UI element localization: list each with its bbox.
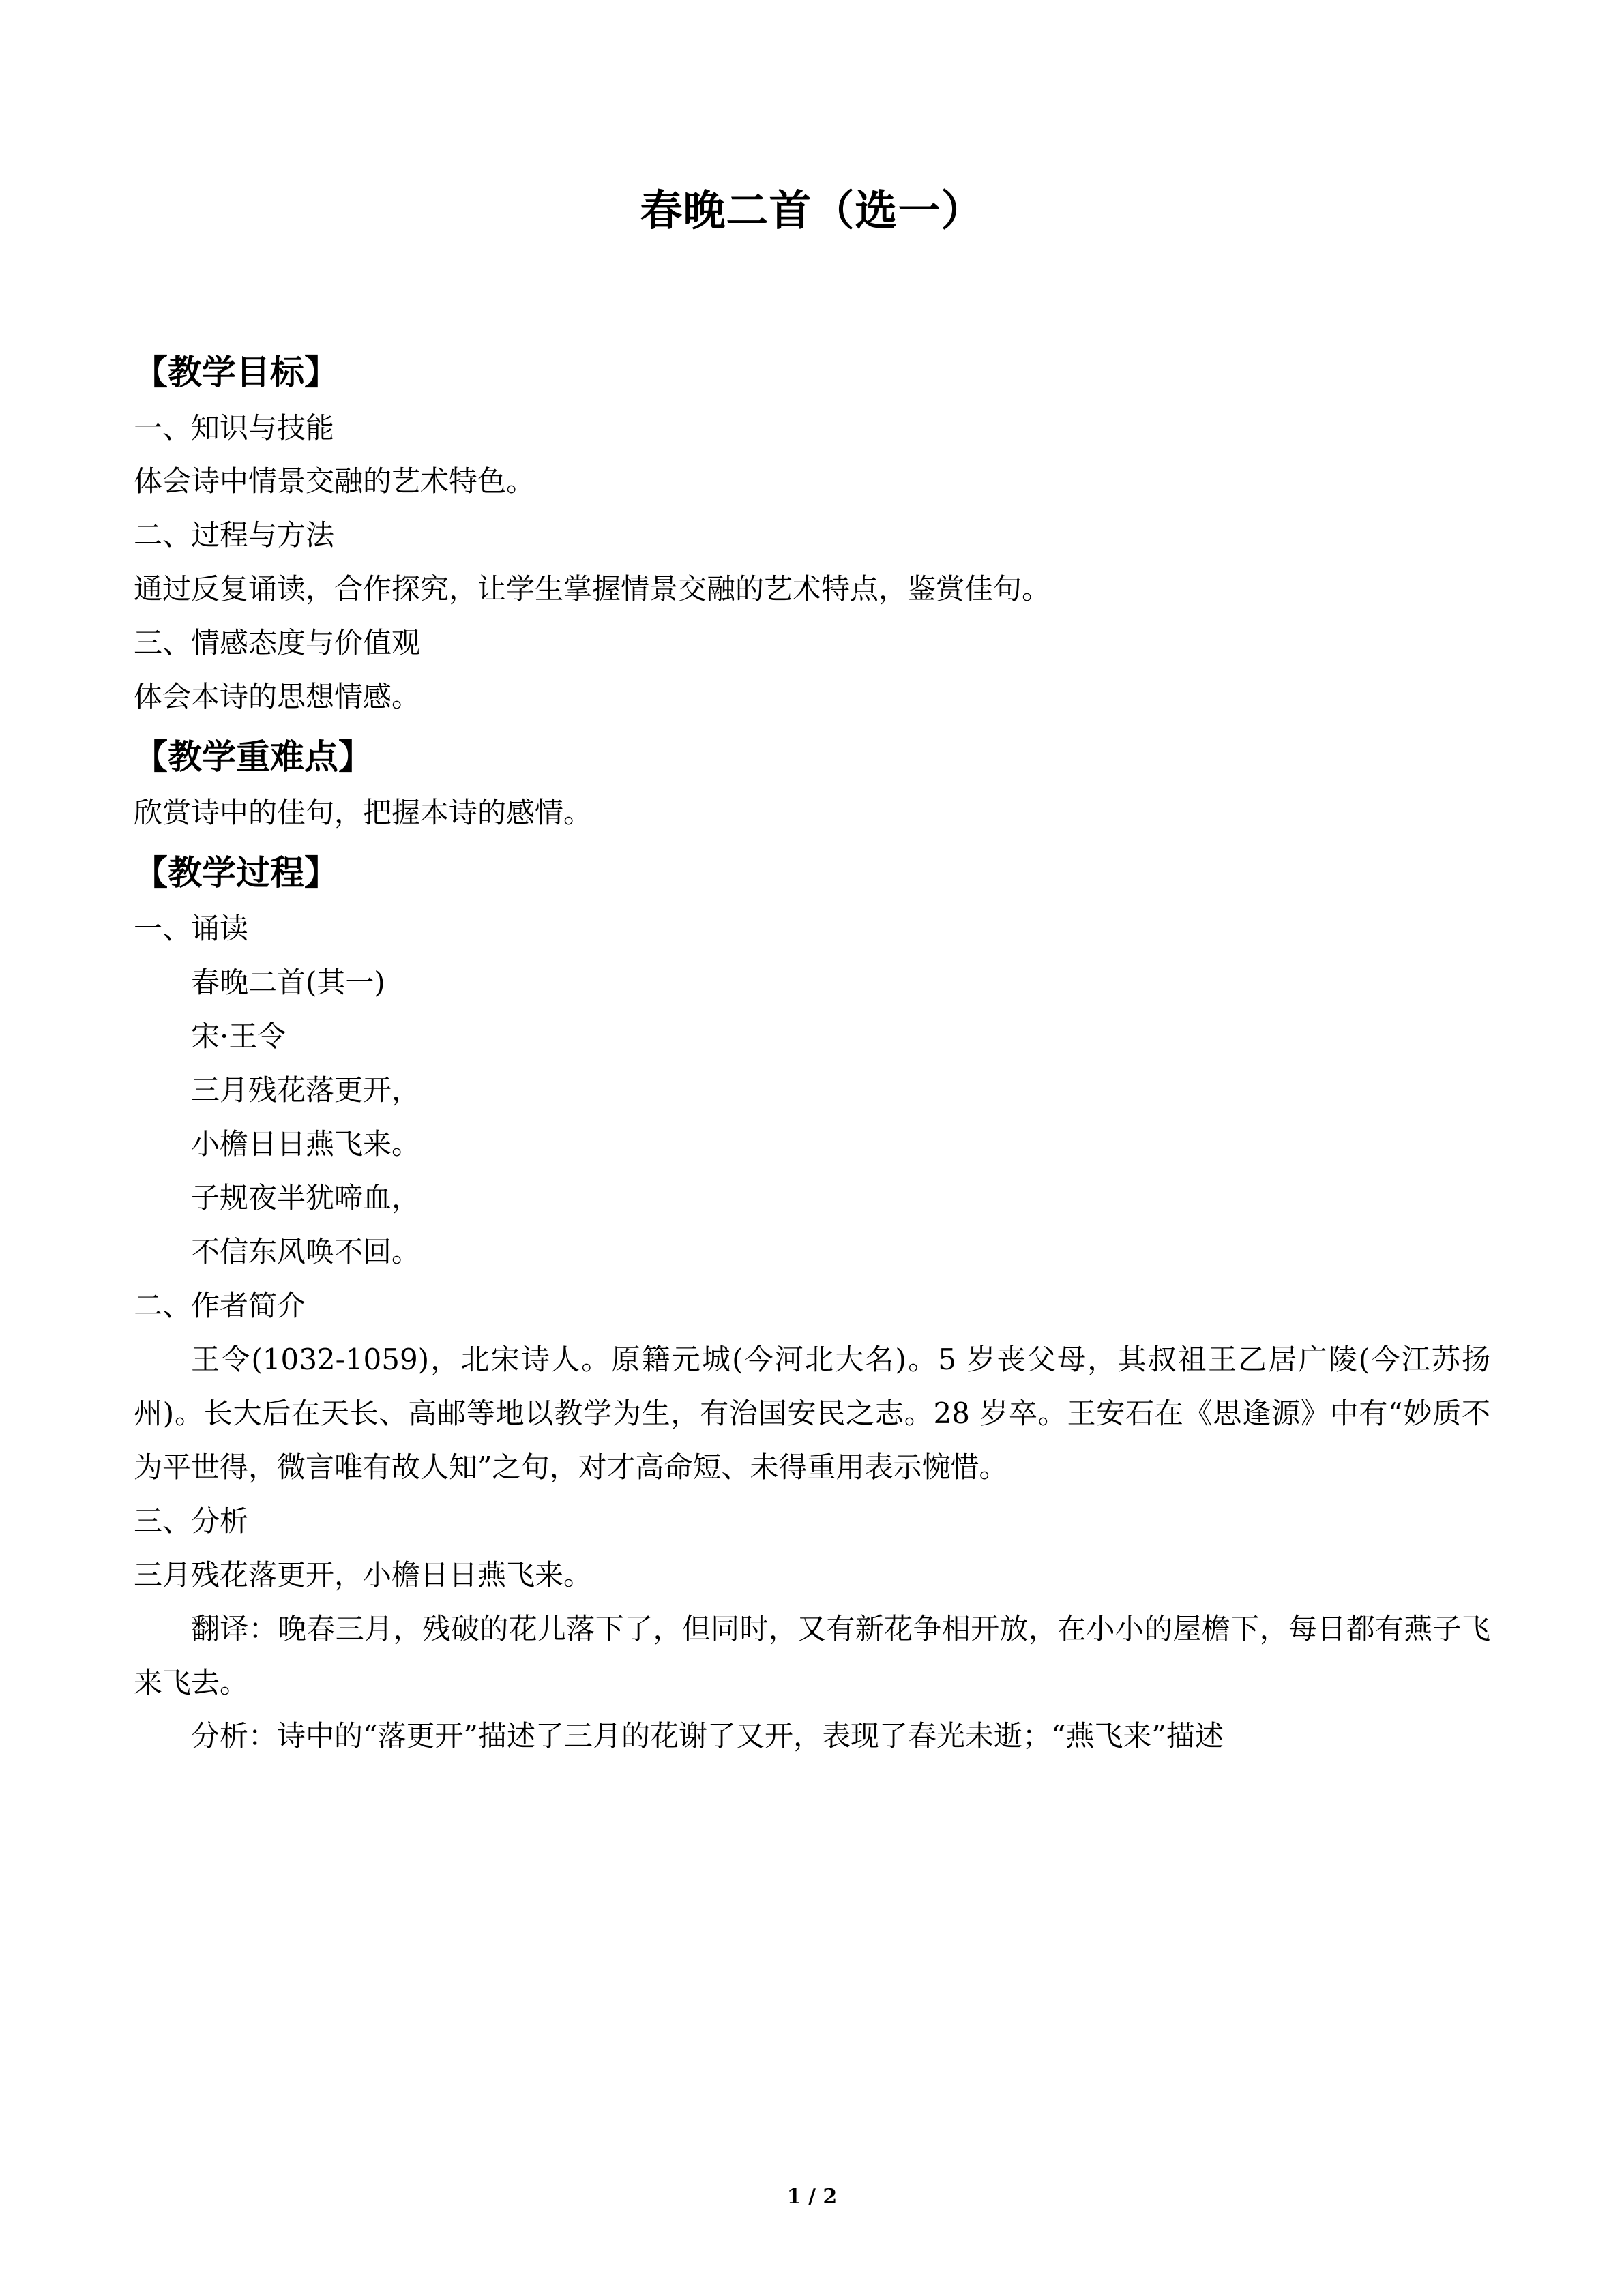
poem-author: 宋·王令 bbox=[191, 1019, 286, 1054]
analysis-note: 分析：诗中的“落更开”描述了三月的花谢了又开，表现了春光未逝；“燕飞来”描述 bbox=[191, 1719, 1224, 1753]
objective-item-label-2: 二、过程与方法 bbox=[134, 518, 335, 552]
poem-line-2: 小檐日日燕飞来。 bbox=[191, 1127, 421, 1161]
objective-item-detail-1: 体会诗中情景交融的艺术特色。 bbox=[134, 464, 535, 498]
poem-line-1: 三月残花落更开， bbox=[191, 1073, 421, 1107]
analysis-quote: 三月残花落更开，小檐日日燕飞来。 bbox=[134, 1557, 593, 1592]
key-points-body: 欣赏诗中的佳句，把握本诗的感情。 bbox=[134, 796, 593, 830]
section-heading-objectives: 【教学目标】 bbox=[134, 351, 338, 392]
objective-item-label-1: 一、知识与技能 bbox=[134, 411, 335, 445]
title-spacer bbox=[134, 237, 1490, 340]
objective-item-label-3: 三、情感态度与价值观 bbox=[134, 626, 421, 660]
author-biography-paragraph: 王令(1032-1059)，北宋诗人。原籍元城(今河北大名)。5 岁丧父母，其叔祖王乙居广陵(今江苏扬州)。长大后在天长、高邮等地以教学为生，有治国安民之志。28 岁卒。王安石在《思逢源》中有“妙质不为平世得，微言唯有故人知”之句，对才高命短、未得重用表示惋惜。 bbox=[134, 1342, 1490, 1484]
process-subsection-label-author: 二、作者简介 bbox=[134, 1288, 306, 1322]
process-subsection-label-recite: 一、诵读 bbox=[134, 912, 249, 946]
poem-line-3: 子规夜半犹啼血， bbox=[191, 1180, 421, 1214]
poem-title: 春晚二首(其一) bbox=[191, 966, 385, 1000]
page-title: 春晚二首（选一） bbox=[640, 185, 984, 235]
section-heading-key-points: 【教学重难点】 bbox=[134, 736, 372, 777]
process-subsection-label-analysis: 三、分析 bbox=[134, 1504, 249, 1538]
page-number: 1 / 2 bbox=[786, 2185, 838, 2209]
poem-line-4: 不信东风唤不回。 bbox=[191, 1234, 421, 1268]
objective-item-detail-3: 体会本诗的思想情感。 bbox=[134, 680, 421, 714]
section-heading-process: 【教学过程】 bbox=[134, 852, 338, 893]
analysis-translation: 翻译：晚春三月，残破的花儿落下了，但同时，又有新花争相开放，在小小的屋檐下，每日都有燕子飞来飞去。 bbox=[134, 1611, 1490, 1699]
objective-item-detail-2: 通过反复诵读，合作探究，让学生掌握情景交融的艺术特点，鉴赏佳句。 bbox=[134, 572, 1051, 606]
